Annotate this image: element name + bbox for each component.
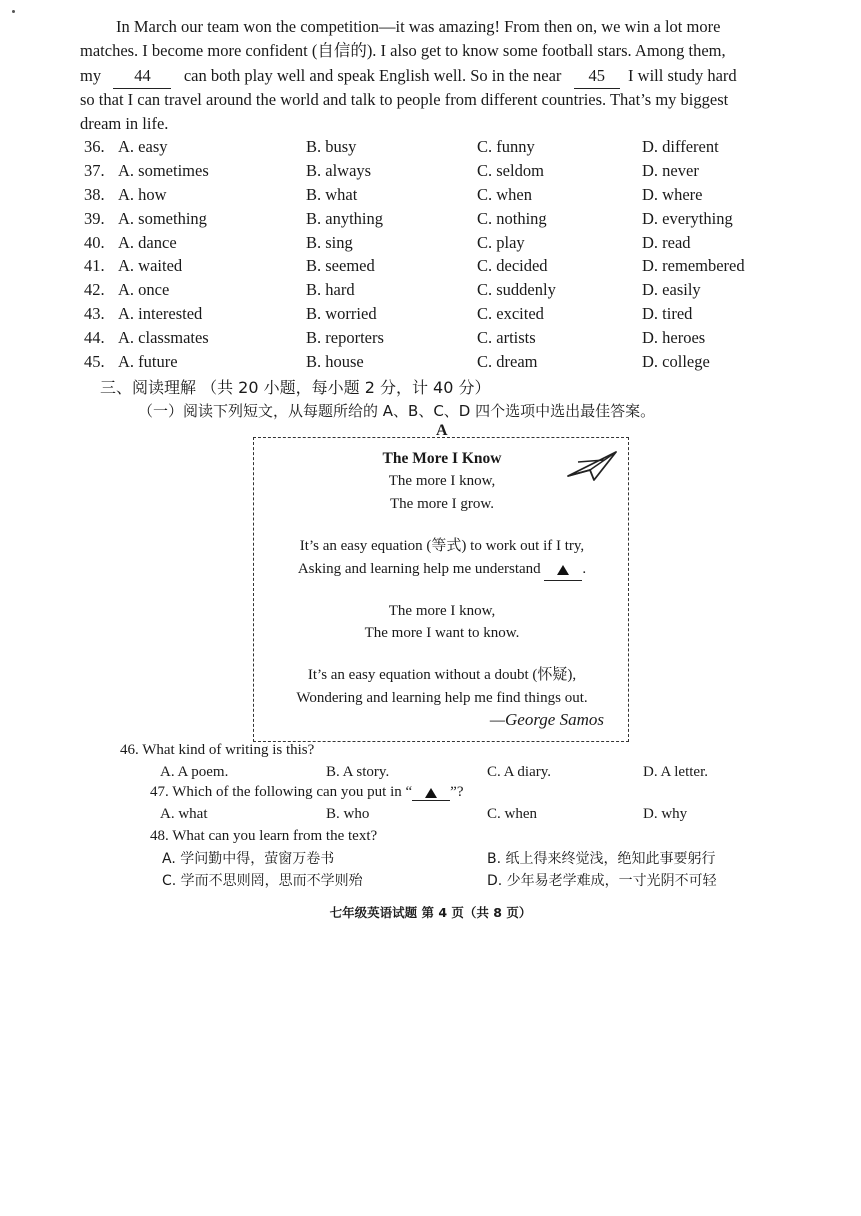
option-d[interactable]: D. why bbox=[643, 806, 688, 822]
option-a: A. interested bbox=[118, 304, 203, 324]
option-d: D. read bbox=[642, 232, 691, 252]
option-a: A. once bbox=[118, 280, 170, 300]
passage-text: I will study hard bbox=[628, 65, 737, 85]
section-instructions: （一）阅读下列短文，从每题所给的 A、B、C、D 四个选项中选出最佳答案。 bbox=[138, 402, 656, 420]
option-b: B. house bbox=[306, 352, 364, 372]
question-48: 48. What can you learn from the text? bbox=[150, 828, 378, 844]
paper-plane-icon bbox=[564, 448, 620, 484]
option-c: C. suddenly bbox=[477, 280, 556, 300]
page-footer: 七年级英语试题 第 4 页（共 8 页） bbox=[329, 905, 532, 920]
question-number: 41. bbox=[84, 256, 105, 276]
option-b: B. reporters bbox=[306, 328, 384, 348]
question-number: 36. bbox=[84, 137, 105, 156]
option-a: A. how bbox=[118, 184, 167, 204]
poem-line: The more I know, bbox=[388, 473, 496, 489]
option-c: C. seldom bbox=[477, 160, 544, 180]
option-a[interactable]: A. 学问勤中得，萤窗万卷书 bbox=[162, 851, 335, 867]
option-b: B. sing bbox=[306, 232, 353, 252]
option-d: D. never bbox=[642, 160, 699, 180]
blank-44: 44 bbox=[113, 64, 171, 89]
option-b: B. always bbox=[306, 160, 372, 180]
option-a: A. something bbox=[118, 208, 207, 228]
option-b: B. what bbox=[306, 184, 358, 204]
scan-speck bbox=[12, 10, 15, 13]
option-c: C. dream bbox=[477, 352, 538, 372]
question-number: 42. bbox=[84, 280, 105, 300]
question-number: 40. bbox=[84, 232, 105, 252]
passage-text: can both play well and speak English well. So in the near bbox=[183, 65, 562, 85]
option-c: C. decided bbox=[477, 256, 548, 276]
question-47 bbox=[150, 784, 464, 801]
passage-line-3 bbox=[80, 64, 780, 88]
triangle-icon bbox=[557, 565, 569, 575]
option-b[interactable]: B. A story. bbox=[326, 764, 390, 780]
option-d: D. easily bbox=[642, 280, 701, 300]
question-46: 46. What kind of writing is this? bbox=[120, 742, 315, 758]
option-b: B. anything bbox=[306, 208, 383, 228]
poem-line-with-blank: Asking and learning help me understand . bbox=[254, 558, 630, 581]
passage-label: A bbox=[436, 422, 448, 439]
passage-line-1: In March our team won the competition—it was amazing! From then on, we win a lot more bbox=[116, 17, 721, 36]
option-c: C. funny bbox=[477, 137, 535, 156]
section-title: 三、阅读理解 （共 20 小题，每小题 2 分，计 40 分） bbox=[100, 378, 491, 397]
poem-line: Wondering and learning help me find things out. bbox=[296, 690, 588, 706]
poem-line: Asking and learning help me understand bbox=[297, 561, 541, 577]
poem-line: The more I grow. bbox=[390, 496, 494, 512]
option-c: C. excited bbox=[477, 304, 544, 324]
option-c[interactable]: C. A diary. bbox=[487, 764, 552, 780]
poem-line: It’s an easy equation without a doubt (怀疑), bbox=[307, 667, 577, 683]
option-b: B. hard bbox=[306, 280, 355, 300]
triangle-icon bbox=[425, 788, 437, 798]
option-d: D. where bbox=[642, 184, 703, 204]
option-c: C. nothing bbox=[477, 208, 547, 228]
option-c[interactable]: C. 学而不思则罔，思而不学则殆 bbox=[162, 873, 363, 889]
passage-line-2: matches. I become more confident (自信的). I also get to know some football stars. Among them, bbox=[80, 41, 726, 61]
option-d: D. tired bbox=[642, 304, 693, 324]
option-a: A. sometimes bbox=[118, 160, 209, 180]
option-b[interactable]: B. 纸上得来终觉浅，绝知此事要躬行 bbox=[487, 851, 716, 867]
question-number: 37. bbox=[84, 160, 105, 180]
triangle-blank bbox=[544, 558, 582, 581]
poem-line: The more I know, bbox=[388, 603, 496, 619]
passage-line-5: dream in life. bbox=[80, 114, 169, 134]
option-b: B. worried bbox=[306, 304, 377, 324]
question-47-text: 47. Which of the following can you put in “ bbox=[150, 784, 413, 800]
option-a: A. dance bbox=[118, 232, 177, 252]
option-c: C. artists bbox=[477, 328, 536, 348]
cloze-passage bbox=[80, 15, 780, 136]
option-c: C. when bbox=[477, 184, 532, 204]
option-d: D. everything bbox=[642, 208, 733, 228]
question-number: 38. bbox=[84, 184, 105, 204]
option-d: D. heroes bbox=[642, 328, 706, 348]
option-d[interactable]: D. A letter. bbox=[643, 764, 708, 780]
option-d: D. remembered bbox=[642, 256, 745, 276]
option-a[interactable]: A. A poem. bbox=[160, 764, 229, 780]
question-47-text-end: ”? bbox=[450, 784, 464, 800]
passage-line-4: so that I can travel around the world and talk to people from different countries. That’s my biggest bbox=[80, 89, 729, 109]
question-number: 43. bbox=[84, 304, 105, 324]
blank-45: 45 bbox=[574, 64, 620, 89]
question-number: 44. bbox=[84, 328, 105, 348]
option-c[interactable]: C. when bbox=[487, 806, 537, 822]
option-a: A. waited bbox=[118, 256, 183, 276]
passage-text: my bbox=[80, 65, 102, 85]
option-b: B. busy bbox=[306, 137, 357, 156]
poem-line: The more I want to know. bbox=[364, 625, 520, 641]
option-b[interactable]: B. who bbox=[326, 806, 370, 822]
option-b: B. seemed bbox=[306, 256, 375, 276]
poem-box bbox=[253, 437, 629, 742]
poem-title: The More I Know bbox=[382, 450, 502, 467]
triangle-blank bbox=[412, 784, 450, 801]
question-number: 45. bbox=[84, 352, 105, 372]
option-d[interactable]: D. 少年易老学难成，一寸光阴不可轻 bbox=[487, 873, 717, 889]
option-a: A. classmates bbox=[118, 328, 209, 348]
option-d: D. college bbox=[642, 352, 710, 372]
option-d: D. different bbox=[642, 137, 719, 156]
option-a: A. easy bbox=[118, 137, 168, 156]
poem-line: It’s an easy equation (等式) to work out if I try, bbox=[299, 538, 585, 554]
option-c: C. play bbox=[477, 232, 525, 252]
option-a: A. future bbox=[118, 352, 178, 372]
option-a[interactable]: A. what bbox=[160, 806, 208, 822]
poem-author: —George Samos bbox=[489, 710, 604, 729]
question-number: 39. bbox=[84, 208, 105, 228]
